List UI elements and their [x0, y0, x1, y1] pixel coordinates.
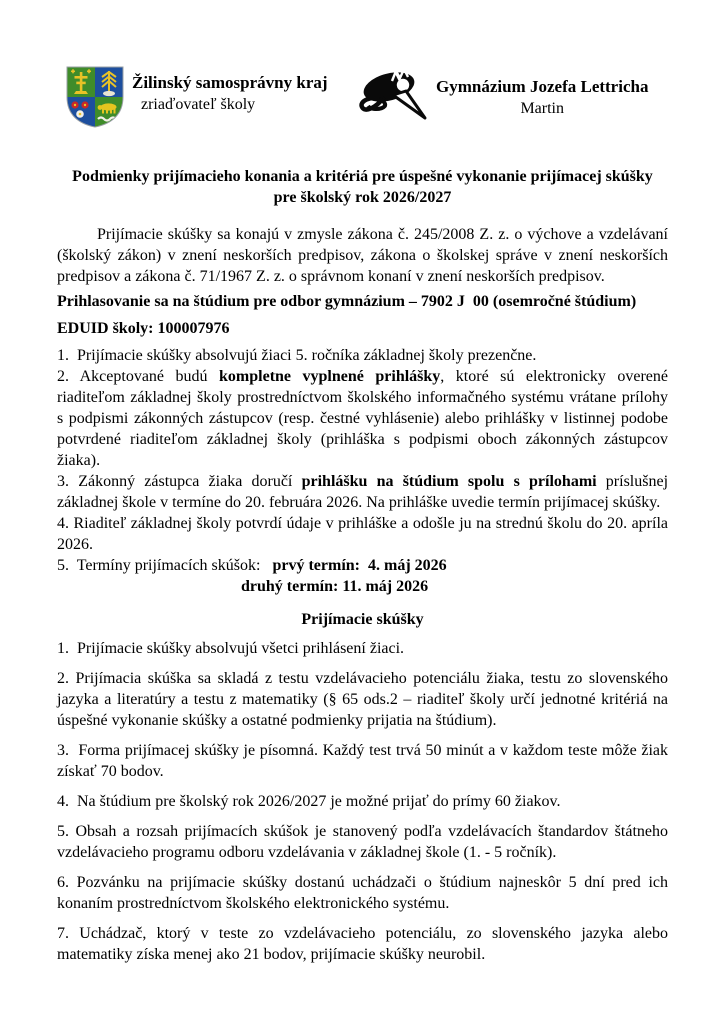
- founder-role: zriaďovateľ školy: [141, 96, 256, 113]
- exam-rules-list: [57, 638, 668, 965]
- application-rule-1: 1. Prijímacie skúšky absolvujú žiaci 5. ročníka základnej školy prezenčne.: [57, 347, 537, 364]
- school-name: Gymnázium Jozefa Lettricha: [436, 77, 649, 96]
- title-line-1: Podmienky prijímacieho konania a kritériá pre úspešné vykonanie prijímacej skúšky: [72, 168, 653, 185]
- enrollment-heading: Prihlasovanie sa na štúdium pre odbor gymnázium – 7902 J 00 (osemročné štúdium): [57, 293, 637, 310]
- exam-rule-7: 7. Uchádzač, ktorý v teste zo vzdelávacieho potenciálu, zo slovenského jazyka alebo matematiky získa menej ako 21 bodov, prijímacie skúšky neurobil.: [57, 925, 668, 963]
- eduid-line: EDUID školy: 100007976: [57, 320, 230, 337]
- exam-rule-1: 1. Prijímacie skúšky absolvujú všetci prihlásení žiaci.: [57, 640, 405, 657]
- exam-rule-6: 6. Pozvánku na prijímacie skúšky dostanú uchádzači o štúdium najneskôr 5 dní pred ich konaním prostredníctvom školského elektronického systému.: [57, 874, 668, 912]
- title-line-2: pre školský rok 2026/2027: [273, 189, 452, 206]
- document-title: [57, 166, 668, 208]
- exam-rule-5: 5. Obsah a rozsah prijímacích skúšok je stanovený podľa vzdelávacích štandardov štátneho vzdelávacieho programu odboru vzdelávania v základnej škole (1. - 5 ročník).: [57, 823, 668, 861]
- founder-name: Žilinský samosprávny kraj: [132, 73, 328, 92]
- school-city: Martin: [520, 100, 564, 117]
- application-rule-3: 3. Zákonný zástupca žiaka doručí prihlášku na štúdium spolu s prílohami príslušnej základnej škole v termíne do 20. februára 2026. Na prihláške uvedie termín prijímacej skúšky.: [57, 473, 669, 511]
- section-heading-exams: Prijímacie skúšky: [301, 611, 424, 628]
- exam-rule-3: 3. Forma prijímacej skúšky je písomná. Každý test trvá 50 minút a v každom teste môže žiak získať 70 bodov.: [57, 742, 668, 780]
- exam-rule-4: 4. Na štúdium pre školský rok 2026/2027 je možné prijať do prímy 60 žiakov.: [57, 793, 561, 810]
- document-body: [57, 166, 668, 965]
- school-block: [436, 76, 648, 120]
- application-rules-list: [57, 345, 668, 597]
- exam-rule-2: 2. Prijímacia skúška sa skladá z testu vzdelávacieho potenciálu žiaka, testu zo slovenského jazyka a literatúry a testu z matematiky (§ 65 ods.2 – riaditeľ školy určí jednotné kritériá na úspešné vykonanie skúšky a ostatné podmienky prijatia na štúdium).: [57, 670, 668, 729]
- region-coat-of-arms-logo: [62, 64, 128, 130]
- application-rule-5: 5. Termíny prijímacích skúšok: prvý termín: 4. máj 2026: [57, 557, 447, 574]
- intro-paragraph: Prijímacie skúšky sa konajú v zmysle zákona č. 245/2008 Z. z. o výchove a vzdelávaní (školský zákon) v znení neskorších predpisov, zákona o školskej správe v znení neskorších predpisov a zákona č. 71/1967 Z. z. o správnom konaní v znení neskorších predpisov.: [57, 226, 668, 285]
- application-rule-4: 4. Riaditeľ základnej školy potvrdí údaje v prihláške a odošle ju na strednú školu do 20. apríla 2026.: [57, 515, 668, 553]
- application-rule-2: 2. Akceptované budú kompletne vyplnené prihlášky, ktoré sú elektronicky overené riaditeľom základnej školy prostredníctvom školského informačného systému vrátane prílohy s podpismi zákonných zástupcov (resp. čestné vyhlásenie) alebo prihlášky v listinnej podobe potvrdené riaditeľom základnej školy (prihláška s podpismi oboch zákonných zástupcov žiaka).: [57, 368, 668, 469]
- founder-block: [132, 72, 328, 116]
- second-term-line: druhý termín: 11. máj 2026: [241, 578, 429, 595]
- school-monogram-logo: [356, 66, 434, 128]
